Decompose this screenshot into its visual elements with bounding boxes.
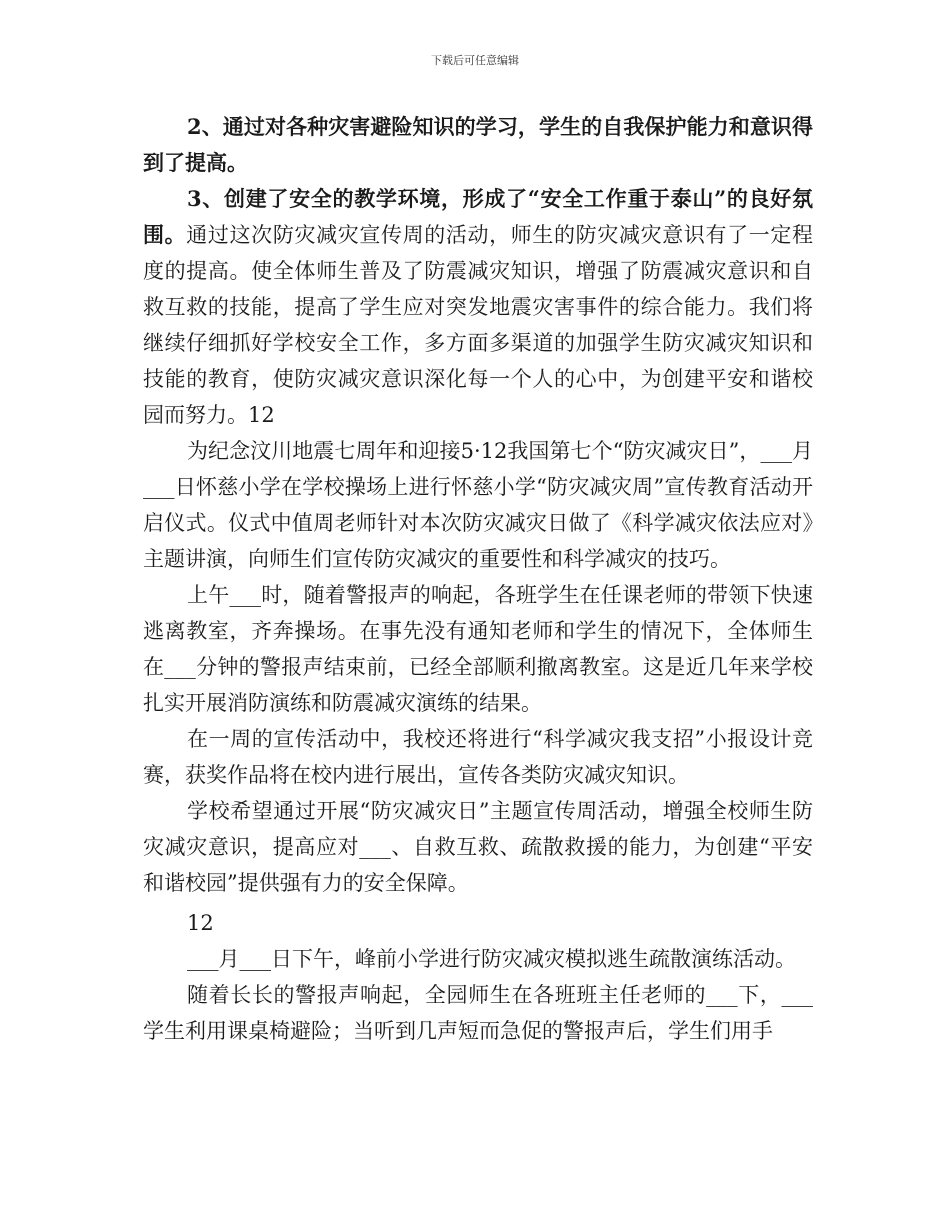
page-header-note: 下载后可任意编辑 [431, 54, 519, 67]
paragraph-2 [143, 181, 813, 433]
paragraph-3-text: 为纪念汶川地震七周年和迎接5·12我国第七个“防灾减灾日”，___月___日怀慈小学在学校操场上进行怀慈小学“防灾减灾周”宣传教育活动开启仪式。仪式中值周老师针对本次防灾减灾日做了《科学减灾依法应对》主题讲演，向师生们宣传防灾减灾的重要性和科学减灾的技巧。 [143, 439, 813, 571]
paragraph-6 [143, 793, 813, 901]
paragraph-3 [143, 433, 813, 577]
paragraph-9 [143, 977, 813, 1049]
paragraph-7 [143, 905, 813, 941]
paragraph-8 [143, 941, 813, 977]
paragraph-1 [143, 109, 813, 181]
paragraph-5-text: 在一周的宣传活动中，我校还将进行“科学减灾我支招”小报设计竞赛，获奖作品将在校内进行展出，宣传各类防灾减灾知识。 [143, 727, 813, 787]
paragraph-5 [143, 721, 813, 793]
paragraph-7-text: 12 [187, 911, 214, 935]
paragraph-4 [143, 577, 813, 721]
document-body [143, 109, 813, 1049]
paragraph-4-text: 上午___时，随着警报声的响起，各班学生在任课老师的带领下快速逃离教室，齐奔操场。在事先没有通知老师和学生的情况下，全体师生在___分钟的警报声结束前，已经全部顺利撤离教室。这是近几年来学校扎实开展消防演练和防震减灾演练的结果。 [143, 583, 813, 715]
paragraph-8-text: ___月___日下午，峰前小学进行防灾减灾模拟逃生疏散演练活动。 [187, 947, 796, 971]
paragraph-2-bold: 3、创建了安全的教学环境，形成了“安全工作重于泰山”的良好氛围。 [143, 186, 813, 247]
paragraph-9-text: 随着长长的警报声响起，全园师生在各班班主任老师的___下，___学生利用课桌椅避险；当听到几声短而急促的警报声后，学生们用手 [143, 983, 813, 1043]
paragraph-1-bold: 2、通过对各种灾害避险知识的学习，学生的自我保护能力和意识得到了提高。 [143, 114, 813, 175]
paragraph-2-text: 通过这次防灾减灾宣传周的活动，师生的防灾减灾意识有了一定程度的提高。使全体师生普及了防震减灾知识，增强了防震减灾意识和自救互救的技能，提高了学生应对突发地震灾害事件的综合能力。我们将继续仔细抓好学校安全工作，多方面多渠道的加强学生防灾减灾知识和技能的教育，使防灾减灾意识深化每一个人的心中，为创建平安和谐校园而努力。12 [143, 223, 814, 427]
paragraph-6-text: 学校希望通过开展“防灾减灾日”主题宣传周活动，增强全校师生防灾减灾意识，提高应对___、自救互救、疏散救援的能力，为创建“平安和谐校园”提供强有力的安全保障。 [143, 799, 813, 895]
